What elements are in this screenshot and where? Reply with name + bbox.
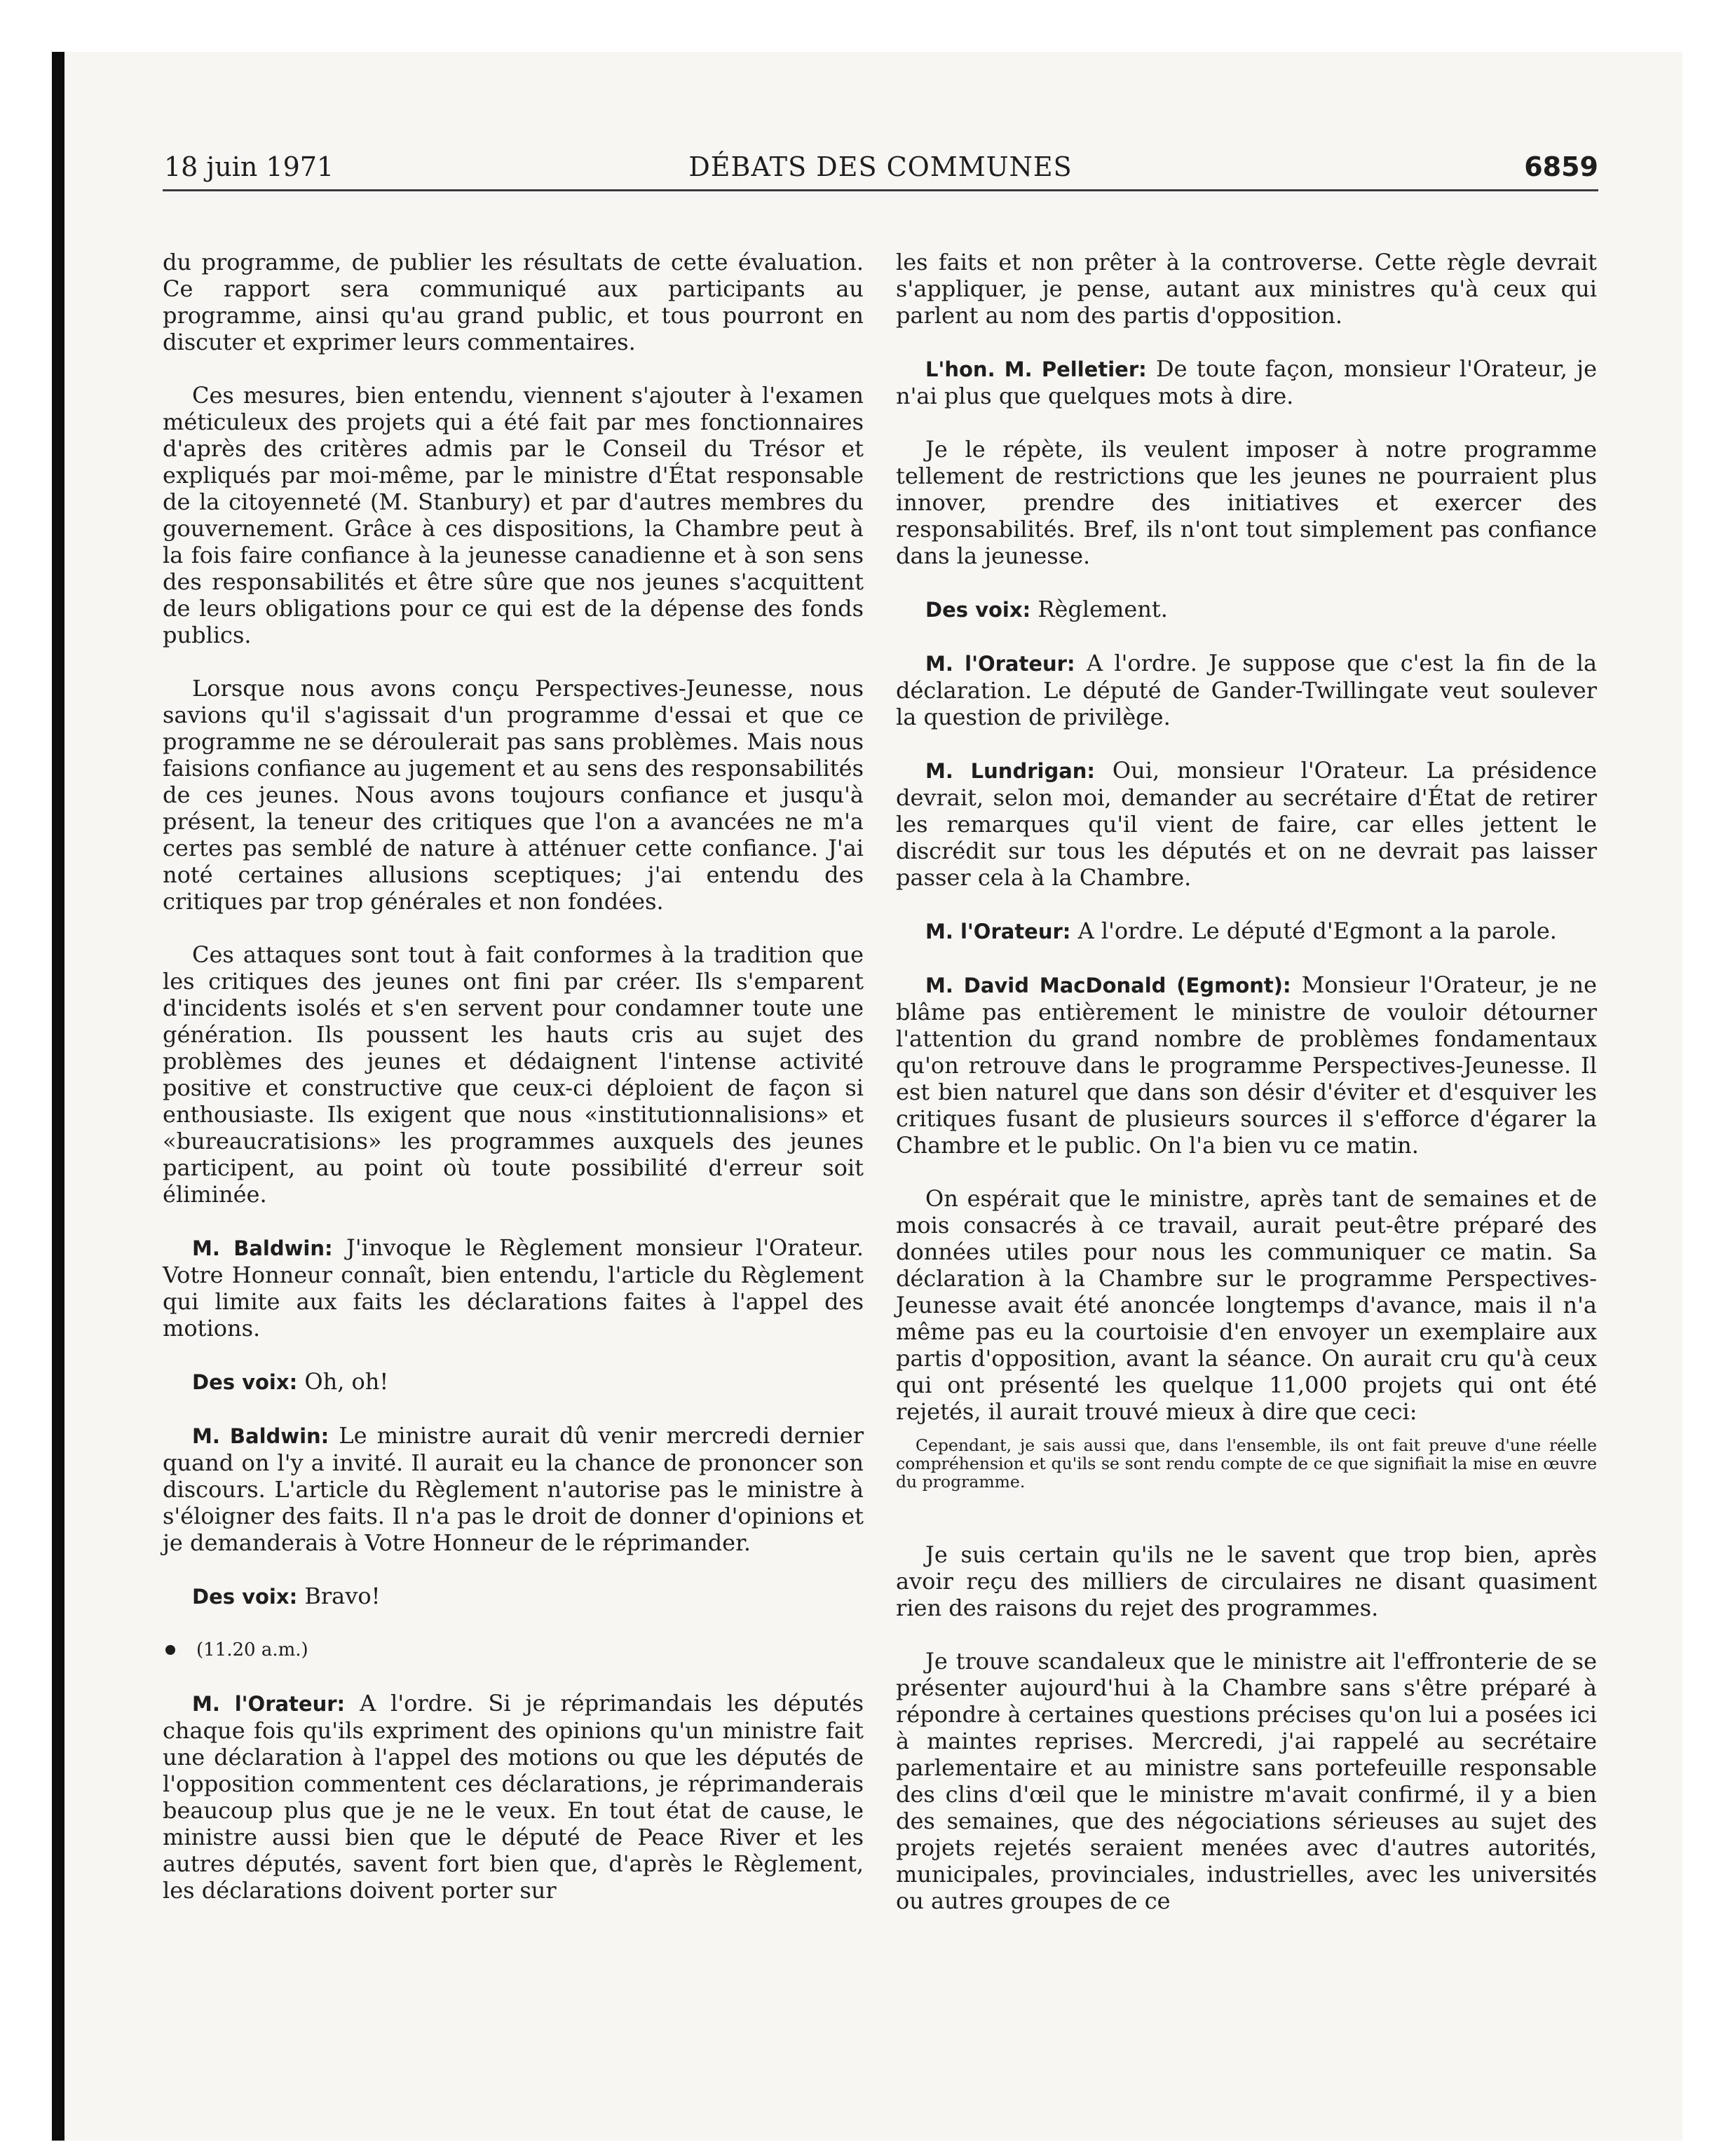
speech (896, 917, 1597, 945)
speech (163, 1690, 864, 1904)
speech (163, 1234, 864, 1342)
speech (163, 1583, 864, 1610)
speech-text: A l'ordre. Le député d'Egmont a la parole. (1077, 917, 1557, 944)
speaker-name: M. l'Orateur: (925, 652, 1075, 676)
paragraph: du programme, de publier les résultats de cette évaluation. Ce rapport sera communiqué aux participants au programme, ainsi qu'au grand public, et tous pourront en discuter et exprimer leurs commentaires. (163, 249, 864, 355)
paragraph: les faits et non prêter à la controverse. Cette règle devrait s'appliquer, je pense, autant aux ministres qu'à ceux qui parlent au nom des partis d'opposition. (896, 249, 1597, 329)
page-number: 6859 (1524, 151, 1598, 182)
speaker-name: Des voix: (192, 1370, 298, 1394)
speaker-name: M. David MacDonald (Egmont): (925, 974, 1291, 997)
speaker-name: L'hon. M. Pelletier: (925, 357, 1147, 381)
speech-text: Oh, oh! (304, 1368, 389, 1395)
speech (896, 971, 1597, 1159)
speech-text: De toute façon, monsieur l'Orateur, je n'ai plus que quelques mots à dire. (896, 355, 1597, 409)
bullet-icon (165, 1645, 175, 1655)
header-date: 18 juin 1971 (164, 151, 334, 182)
paragraph: Je trouve scandaleux que le ministre ait l'effronterie de se présenter aujourd'hui à la Chambre sans s'être préparé à répondre à certaines questions précises qu'on lui a posées ici à maintes reprises. Mercredi, j'ai rappelé au secrétaire parlementaire et au ministre sans portefeuille responsable des clins d'œil que le ministre m'avait confirmé, il y a bien des semaines, que des négociations sérieuses au sujet des projets rejetés seraient menées avec d'autres autorités, municipales, provinciales, industrielles, avec les universités ou autres groupes de ce (896, 1648, 1597, 1914)
speech (896, 757, 1597, 891)
time-marker (163, 1637, 864, 1663)
speech-text: Bravo! (304, 1583, 381, 1609)
paragraph: Lorsque nous avons conçu Perspectives-Jeunesse, nous savions qu'il s'agissait d'un programme d'essai et que ce programme ne se déroulerait pas sans problèmes. Mais nous faisions confiance au jugement et au sens des responsabilités de ces jeunes. Nous avons toujours confiance et jusqu'à présent, la teneur des critiques que l'on a avancées ne m'a certes pas semblé de nature à atténuer cette confiance. J'ai noté certaines allusions sceptiques; j'ai entendu des critiques par trop générales et non fondées. (163, 675, 864, 915)
page-header (163, 147, 1598, 191)
right-column (896, 249, 1597, 2050)
quotation: Cependant, je sais aussi que, dans l'ensemble, ils ont fait preuve d'une réelle compréhension et qu'ils se sont rendu compte de ce que signifiait la mise en œuvre du programme. (896, 1435, 1597, 1492)
speech-text: Règlement. (1037, 596, 1168, 622)
speech (896, 596, 1597, 623)
paragraph: Ces attaques sont tout à fait conformes à la tradition que les critiques des jeunes ont fini par créer. Ils s'emparent d'incidents isolés et s'en servent pour condamner toute une génération. Ils poussent les hauts cris au sujet des problèmes des jeunes et dédaignent l'intense activité positive et constructive que ceux-ci déploient de façon si enthousiaste. Ils exigent que nous «institutionnalisions» et «bureaucratisions» les programmes auxquels des jeunes participent, au point où toute possibilité d'erreur soit éliminée. (163, 941, 864, 1208)
speaker-name: M. Baldwin: (192, 1424, 329, 1448)
speaker-name: M. l'Orateur: (192, 1692, 346, 1716)
speaker-name: Des voix: (192, 1585, 298, 1609)
speaker-name: M. Baldwin: (192, 1236, 333, 1260)
speaker-name: M. Lundrigan: (925, 759, 1096, 783)
speech-text: Le ministre aurait dû venir mercredi dernier quand on l'y a invité. Il aurait eu la chance de prononcer son discours. L'article du Règlement n'autorise pas le ministre à s'éloigner des faits. Il n'a pas le droit de donner d'opinions et je demanderais à Votre Honneur de le réprimander. (163, 1422, 864, 1556)
speech-text: A l'ordre. Si je réprimandais les députés chaque fois qu'ils expriment des opinions qu'un ministre fait une déclaration à l'appel des motions ou que les députés de l'opposition commentent ces déclarations, je réprimanderais beaucoup plus que je ne le veux. En tout état de cause, le ministre aussi bien que le député de Peace River et les autres députés, savent fort bien que, d'après le Règlement, les déclarations doivent porter sur (163, 1690, 864, 1904)
speech (896, 650, 1597, 730)
speech (163, 1368, 864, 1396)
speaker-name: M. l'Orateur: (925, 920, 1071, 943)
speech-text: Oui, monsieur l'Orateur. La présidence devrait, selon moi, demander au secrétaire d'État de retirer les remarques qu'il vient de faire, car elles jettent le discrédit sur tous les députés et on ne devrait pas laisser passer cela à la Chambre. (896, 757, 1598, 891)
speaker-name: Des voix: (925, 598, 1031, 622)
speech-text: Monsieur l'Orateur, je ne blâme pas entièrement le ministre de vouloir détourner l'attention du grand nombre de problèmes fondamentaux qu'on retrouve dans le programme Perspectives-Jeunesse. Il est bien naturel que dans son désir d'éviter et d'esquiver les critiques fusant de plusieurs sources il s'efforce d'égarer la Chambre et le public. On l'a bien vu ce matin. (896, 971, 1598, 1159)
paragraph: Je suis certain qu'ils ne le savent que trop bien, après avoir reçu des milliers de circulaires ne disant quasiment rien des raisons du rejet des programmes. (896, 1541, 1597, 1621)
speech (896, 355, 1597, 409)
speech-text: A l'ordre. Je suppose que c'est la fin de la déclaration. Le député de Gander-Twillingate veut soulever la question de privilège. (896, 650, 1598, 730)
speech-text: J'invoque le Règlement monsieur l'Orateur. Votre Honneur connaît, bien entendu, l'article du Règlement qui limite aux faits les déclarations faites à l'appel des motions. (163, 1234, 864, 1342)
paragraph: On espérait que le ministre, après tant de semaines et de mois consacrés à ce travail, aurait peut-être préparé des données utiles pour nous les communiquer ce matin. Sa déclaration à la Chambre sur le programme Perspectives-Jeunesse avait été anoncée longtemps d'avance, mais il n'a même pas eu la courtoisie d'en envoyer un exemplaire aux partis d'opposition, avant la séance. On aurait cru qu'à ceux qui ont présenté les quelque 11,000 projets qui ont été rejetés, il aurait trouvé mieux à dire que ceci: (896, 1185, 1597, 1425)
scan-edge-shadow (52, 52, 64, 2141)
paragraph: Je le répète, ils veulent imposer à notre programme tellement de restrictions que les jeunes ne pourraient plus innover, prendre des initiatives et exercer des responsabilités. Bref, ils n'ont tout simplement pas confiance dans la jeunesse. (896, 436, 1597, 569)
paragraph: Ces mesures, bien entendu, viennent s'ajouter à l'examen méticuleux des projets qui a été fait par mes fonctionnaires d'après des critères admis par le Conseil du Trésor et expliqués par moi-même, par le ministre d'État responsable de la citoyenneté (M. Stanbury) et par d'autres membres du gouvernement. Grâce à ces dispositions, la Chambre peut à la fois faire confiance à la jeunesse canadienne et à son sens des responsabilités et être sûre que nos jeunes s'acquittent de leurs obligations pour ce qui est de la dépense des fonds publics. (163, 382, 864, 648)
left-column (163, 249, 864, 2050)
header-title: DÉBATS DES COMMUNES (688, 151, 1073, 182)
time-text: (11.20 a.m.) (196, 1639, 308, 1660)
speech (163, 1422, 864, 1556)
